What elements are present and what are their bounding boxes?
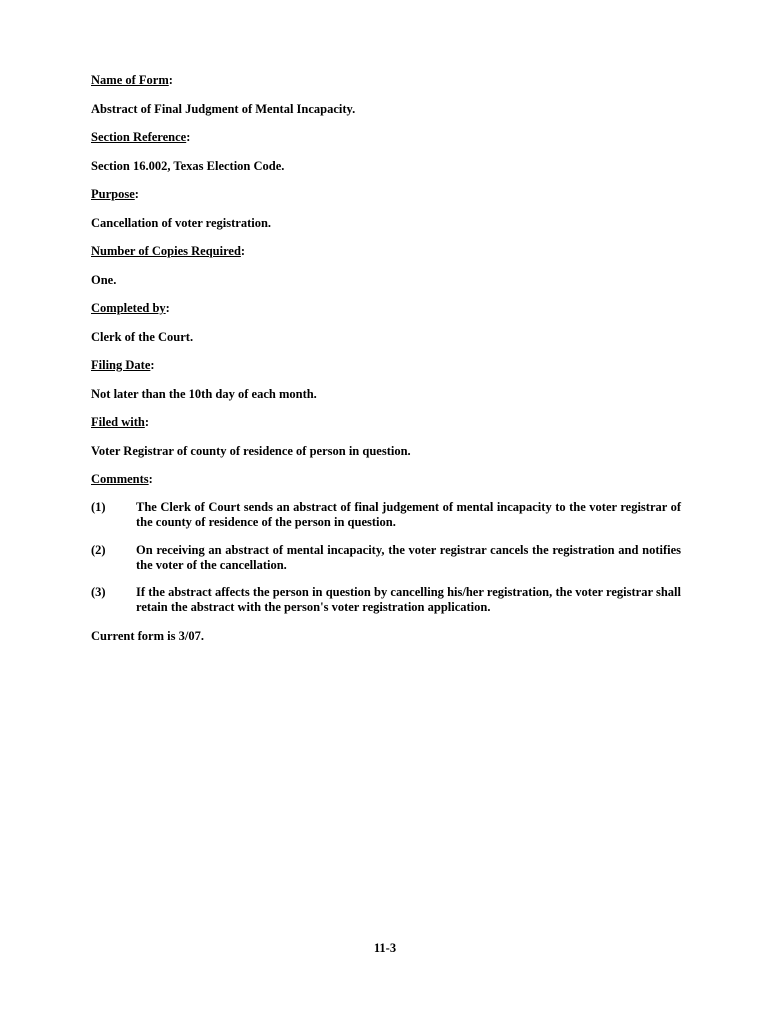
field-value-name-of-form: Abstract of Final Judgment of Mental Incapacity.: [91, 102, 356, 116]
comment-number: (3): [91, 585, 106, 599]
field-label-comments: Comments:: [91, 472, 153, 486]
comment-text: The Clerk of Court sends an abstract of final judgement of mental incapacity to the voter registrar of the county of residence of the person in question.: [136, 500, 681, 529]
field-value-completed-by: Clerk of the Court.: [91, 330, 194, 344]
field-value-number-of-copies: One.: [91, 273, 117, 287]
comment-number: (2): [91, 543, 106, 557]
field-label-number-of-copies: Number of Copies Required:: [91, 244, 246, 258]
current-form-note: Current form is 3/07.: [91, 629, 204, 643]
field-label-name-of-form: Name of Form:: [91, 73, 173, 87]
field-label-completed-by: Completed by:: [91, 301, 170, 315]
comment-text: On receiving an abstract of mental incapacity, the voter registrar cancels the registration and notifies the voter of the cancellation.: [136, 543, 681, 572]
field-value-filed-with: Voter Registrar of county of residence of person in question.: [91, 444, 411, 458]
field-label-filed-with: Filed with:: [91, 415, 149, 429]
comment-number: (1): [91, 500, 106, 514]
field-label-filing-date: Filing Date:: [91, 358, 155, 372]
comment-text: If the abstract affects the person in question by cancelling his/her registration, the voter registrar shall retain the abstract with the person's voter registration application.: [136, 585, 681, 614]
field-value-purpose: Cancellation of voter registration.: [91, 216, 272, 230]
field-value-section-reference: Section 16.002, Texas Election Code.: [91, 159, 285, 173]
field-label-purpose: Purpose:: [91, 187, 139, 201]
field-value-filing-date: Not later than the 10th day of each month.: [91, 387, 317, 401]
page-number: 11-3: [373, 941, 397, 955]
field-label-section-reference: Section Reference:: [91, 130, 191, 144]
